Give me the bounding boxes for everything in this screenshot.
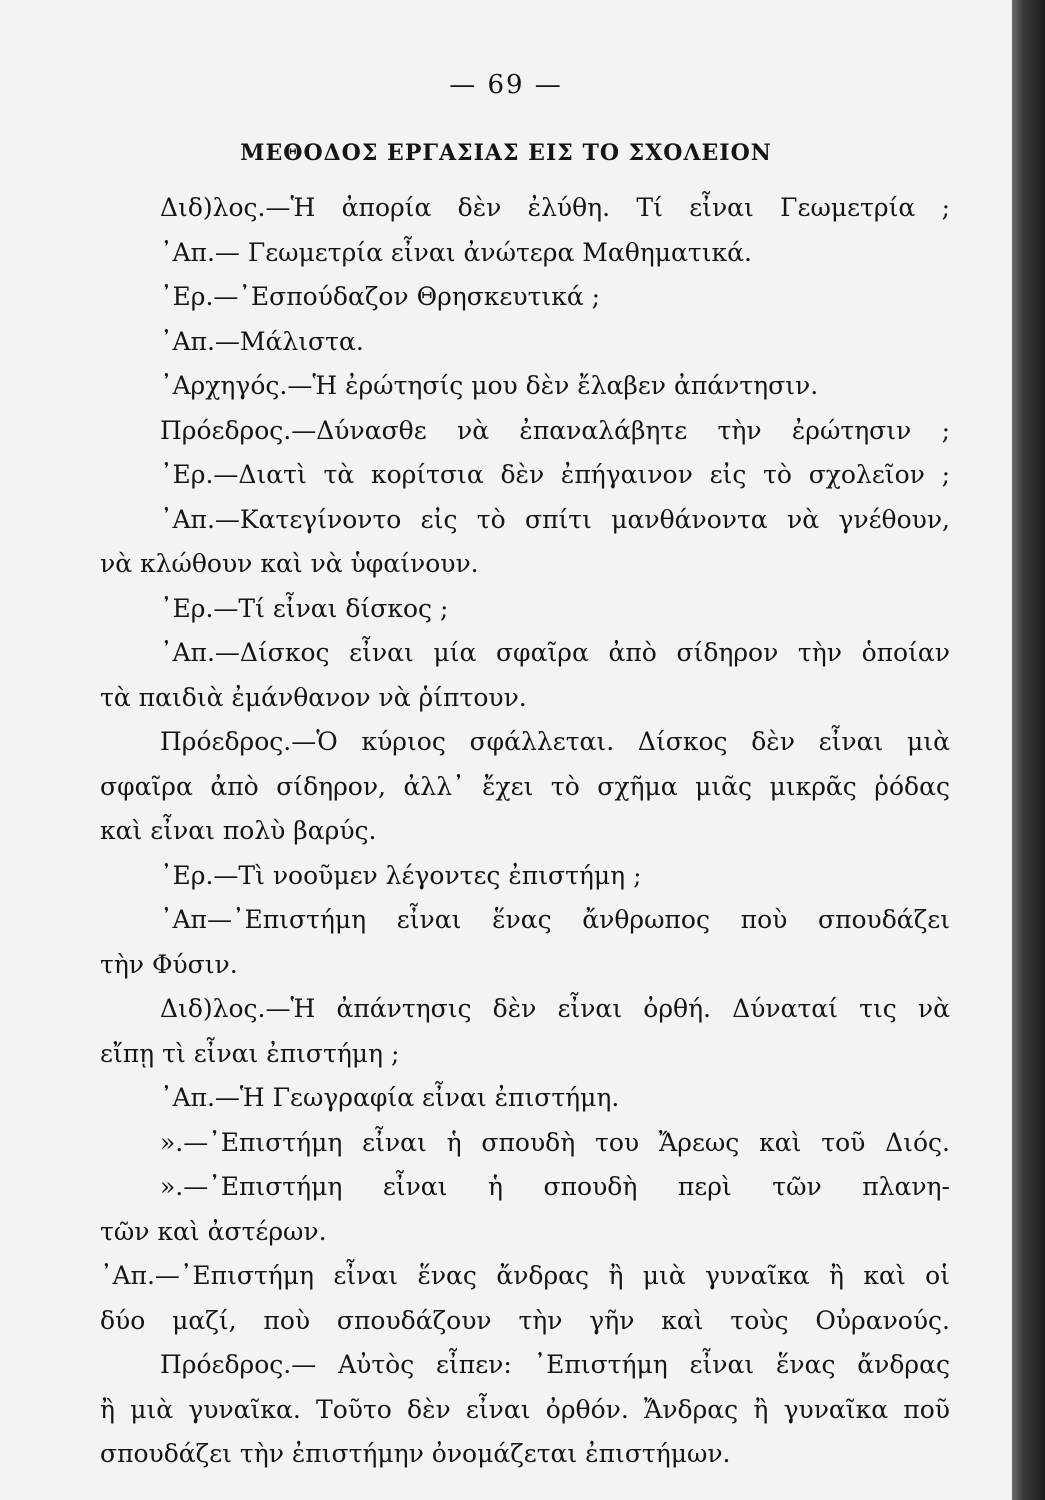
text-line: ᾿Ερ.—Τὶ νοοῦμεν λέγοντες ἐπιστήμη ; [160,860,642,890]
text-line: ᾿Απ.—Ἡ Γεωγραφία εἶναι ἐπιστήμη. [160,1083,620,1112]
text-line: σπουδάζει τὴν ἐπιστήμην ὀνομάζεται ἐπιστήμων. [100,1439,731,1468]
text-line: ᾿Απ.—Δίσκος εἶναι μία σφαῖρα ἀπὸ σίδηρον τὴν ὁποίαν [160,638,950,667]
page-number: — 69 — [449,70,563,100]
text-line: νὰ κλώθουν καὶ νὰ ὑφαίνουν. [100,549,479,578]
text-line: ᾿Απ—᾿Επιστήμη εἶναι ἕνας ἄνθρωπος ποὺ σπουδάζει [160,905,950,934]
text-line: Πρόεδρος.—Ὁ κύριος σφάλλεται. Δίσκος δὲν εἶναι μιὰ [160,727,950,756]
text-line: ᾿Ερ.—Διατὶ τὰ κορίτσια δὲν ἐπήγαινον εἰς τὸ σχολεῖον ; [160,460,950,489]
text-line: ».—᾿Επιστήμη εἶναι ἡ σπουδὴ του Ἄρεως καὶ τοῦ Διός. [160,1127,950,1157]
text-line: εἴπῃ τὶ εἶναι ἐπιστήμη ; [100,1038,400,1068]
text-line: ᾿Απ.—Κατεγίνοντο εἰς τὸ σπίτι μανθάνοντα νὰ γνέθουν, [160,504,950,534]
text-line: ᾿Απ.—᾿Επιστήμη εἶναι ἕνας ἄνδρας ἢ μιὰ γυναῖκα ἢ καὶ οἱ [100,1261,950,1290]
text-line: τὰ παιδιὰ ἐμάνθανον νὰ ῥίπτουν. [100,682,527,712]
text-line: ᾿Απ.—Μάλιστα. [160,326,364,356]
running-header: ΜΕΘΟΔΟΣ ΕΡΓΑΣΙΑΣ ΕΙΣ ΤΟ ΣΧΟΛΕΙΟΝ [240,140,772,166]
text-line: καὶ εἶναι πολὺ βαρύς. [100,816,377,845]
text-line: ἢ μιὰ γυναῖκα. Τοῦτο δὲν εἶναι ὀρθόν. Ἄνδρας ἢ γυναῖκα ποῦ [100,1394,950,1424]
text-line: ».—᾿Επιστήμη εἶναι ἡ σπουδὴ περὶ τῶν πλανη- [160,1172,950,1201]
text-line: τὴν Φύσιν. [100,949,238,979]
text-line: Πρόεδρος.— Αὐτὸς εἶπεν: ᾿Επιστήμη εἶναι ἕνας ἄνδρας [160,1350,950,1379]
text-line: τῶν καὶ ἀστέρων. [100,1216,327,1246]
body-text [100,186,950,1477]
text-line: ᾿Αρχηγός.—Ἡ ἐρώτησίς μου δὲν ἔλαβεν ἀπάντησιν. [160,371,819,400]
text-line: ᾿Απ.— Γεωμετρία εἶναι ἀνώτερα Μαθηματικά. [160,237,753,267]
text-line: ᾿Ερ.—᾿Εσπούδαζον Θρησκευτικά ; [160,282,601,311]
text-line: σφαῖρα ἀπὸ σίδηρον, ἀλλ᾿ ἔχει τὸ σχῆμα μιᾶς μικρᾶς ῥόδας [100,771,950,801]
text-line: ᾿Ερ.—Τί εἶναι δίσκος ; [160,593,449,623]
text-line: Διδ)λος.—Ἡ ἀπάντησις δὲν εἶναι ὀρθή. Δύναταί τις νὰ [160,994,950,1023]
text-line: Πρόεδρος.—Δύνασθε νὰ ἐπαναλάβητε τὴν ἐρώτησιν ; [160,415,950,445]
book-binding-edge [1012,0,1045,1500]
text-line: Διδ)λος.—Ἡ ἀπορία δὲν ἐλύθη. Τί εἶναι Γεωμετρία ; [160,193,950,222]
text-line: δύο μαζί, ποὺ σπουδάζουν τὴν γῆν καὶ τοὺς Οὐρανούς. [100,1305,950,1335]
